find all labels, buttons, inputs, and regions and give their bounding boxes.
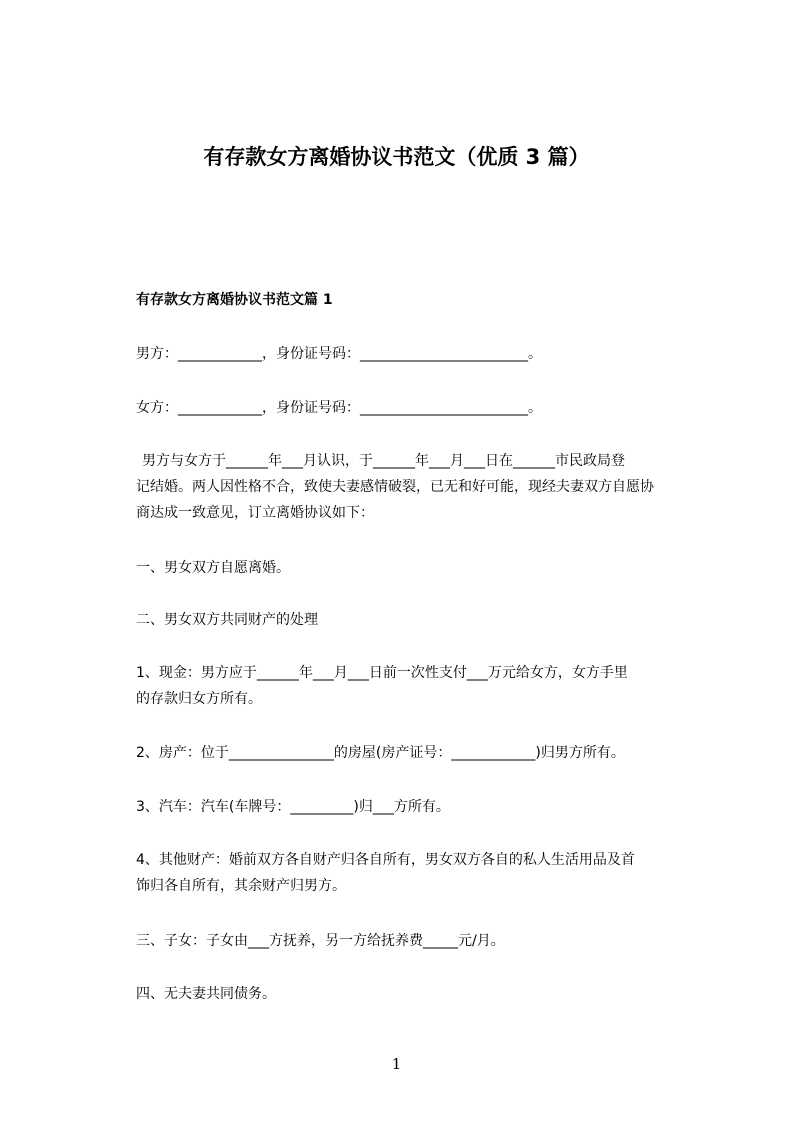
male-party-line: 男方：____________，身份证号码：________________________。 [136, 346, 542, 362]
intro-line-1: 男方与女方于______年___月认识，于______年___月___日在______市民政局登 [142, 453, 625, 469]
clause-children: 三、子女：子女由___方抚养，另一方给抚养费_____元/月。 [136, 933, 505, 949]
document-title: 有存款女方离婚协议书范文（优质 3 篇） [203, 145, 590, 169]
page-number: 1 [391, 1055, 402, 1073]
clause-house: 2、房产：位于_______________的房屋(房产证号：____________)归男方所有。 [136, 745, 625, 761]
clause-car: 3、汽车：汽车(车牌号：_________)归___方所有。 [136, 799, 450, 815]
cash-line-1: 1、现金：男方应于______年___月___日前一次性支付___万元给女方，女方手里 [136, 665, 628, 681]
section-heading: 有存款女方离婚协议书范文篇 1 [136, 292, 333, 308]
clause-other-property [136, 847, 716, 899]
cash-line-2: 的存款归女方所有。 [136, 691, 262, 707]
clause-voluntary-divorce: 一、男女双方自愿离婚。 [136, 560, 290, 576]
female-party-line: 女方：____________，身份证号码：________________________。 [136, 400, 542, 416]
clause-debts: 四、无夫妻共同债务。 [136, 986, 276, 1002]
clause-cash [136, 660, 716, 712]
intro-line-2: 记结婚。两人因性格不合，致使夫妻感情破裂，已无和好可能，现经夫妻双方自愿协 [136, 479, 654, 495]
clause-property-heading: 二、男女双方共同财产的处理 [136, 612, 318, 628]
other-line-2: 饰归各自所有，其余财产归男方。 [136, 878, 346, 894]
intro-paragraph [136, 448, 716, 526]
intro-line-3: 商达成一致意见，订立离婚协议如下： [136, 505, 374, 521]
other-line-1: 4、其他财产：婚前双方各自财产归各自所有，男女双方各自的私人生活用品及首 [136, 852, 635, 868]
